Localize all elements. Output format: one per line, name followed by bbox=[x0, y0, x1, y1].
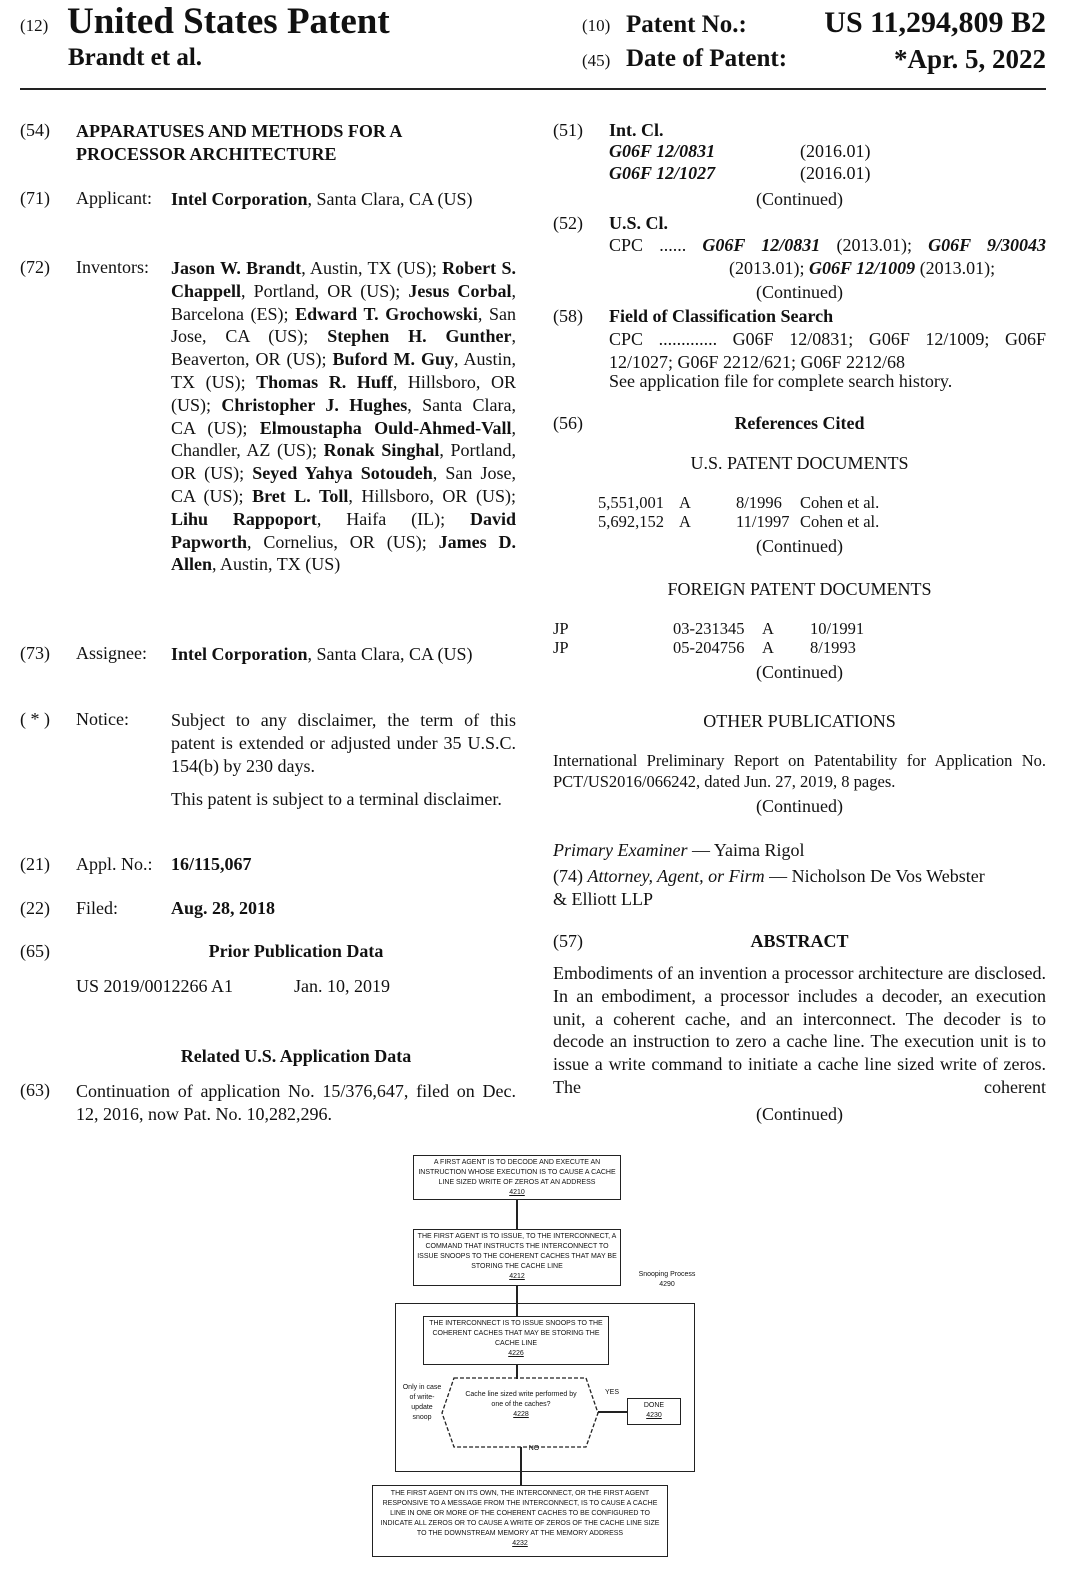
uscl-label: U.S. Cl. bbox=[609, 213, 669, 233]
inventor-name: Thomas R. Huff bbox=[256, 371, 393, 392]
field-num: (52) bbox=[553, 213, 583, 233]
doc-kind: A bbox=[679, 512, 691, 531]
cpc-version: (2013.01); bbox=[915, 258, 996, 278]
inventor-location: , Austin, TX (US) bbox=[212, 554, 341, 575]
ref-number: 4228 bbox=[513, 1411, 529, 1418]
doc-inventor: Cohen et al. bbox=[800, 512, 880, 531]
doc-inventor: Cohen et al. bbox=[800, 493, 880, 512]
examiner bbox=[553, 840, 805, 861]
assignee-location: , Santa Clara, CA (US) bbox=[307, 644, 473, 664]
ref-number: 4226 bbox=[508, 1350, 524, 1357]
field-num: (73) bbox=[20, 643, 50, 663]
inventor-name: Robert S. Chappell bbox=[171, 258, 516, 301]
box-text: THE FIRST AGENT IS TO ISSUE, TO THE INTERCONNECT, A COMMAND THAT INSTRUCTS THE INTERCONNECT TO ISSUE SNOOPS TO THE COHERENT CACHES THAT MAY BE STORING THE CACHE LINE bbox=[417, 1233, 617, 1270]
doc-date: 8/1993 bbox=[810, 638, 856, 657]
cpc-version: (2013.01); bbox=[729, 258, 809, 278]
related-text: Continuation of application No. 15/376,647, filed on Dec. 12, 2016, now Pat. No. 10,282,296. bbox=[76, 1081, 516, 1124]
inventor-name: David Papworth bbox=[171, 508, 517, 552]
doc-number: 03-231345 bbox=[673, 619, 745, 638]
inventor-name: Bret L. Toll bbox=[252, 485, 349, 506]
doc-date: 8/1996 bbox=[736, 493, 782, 512]
cpc-code: G06F 9/30043 bbox=[928, 235, 1047, 255]
examiner-name: — Yaima Rigol bbox=[687, 840, 805, 860]
doc-number: 5,551,001 bbox=[598, 493, 664, 512]
doc-country: JP bbox=[553, 638, 569, 657]
box-text: Cache line sized write performed by one of the caches? bbox=[465, 1391, 577, 1408]
filed-date: Aug. 28, 2018 bbox=[171, 898, 276, 918]
inventor-name: Jesus Corbal bbox=[408, 280, 512, 301]
continued-note: (Continued) bbox=[756, 189, 843, 209]
yes-label: YES bbox=[604, 1389, 619, 1396]
patent-no-label: Patent No.: bbox=[626, 11, 747, 38]
appl-label: Appl. No.: bbox=[76, 854, 153, 874]
terminal-disclaimer: This patent is subject to a terminal disclaimer. bbox=[171, 789, 502, 809]
box-text: THE INTERCONNECT IS TO ISSUE SNOOPS TO THE COHERENT CACHES THAT MAY BE STORING THE CACHE LINE bbox=[429, 1320, 603, 1347]
intcl-version: (2016.01) bbox=[800, 141, 871, 161]
field-num: (58) bbox=[553, 306, 583, 326]
intcl-code: G06F 12/1027 bbox=[609, 163, 716, 183]
appl-number: 16/115,067 bbox=[171, 854, 252, 874]
notice-text: Subject to any disclaimer, the term of this patent is extended or adjusted under 35 U.S.C. 154(b) by 230 days. bbox=[171, 710, 516, 776]
field-num: (21) bbox=[20, 854, 50, 874]
field-num: (74) bbox=[553, 866, 583, 886]
doc-date: 10/1991 bbox=[810, 619, 865, 638]
prior-pub-date: Jan. 10, 2019 bbox=[294, 976, 390, 996]
inventor-name: Seyed Yahya Sotoudeh bbox=[252, 463, 433, 484]
doc-number: 05-204756 bbox=[673, 638, 745, 657]
write-update-note: Only in case of write-update snoop bbox=[402, 1384, 442, 1421]
inventor-location: , Cornelius, OR (US); bbox=[247, 531, 439, 552]
inventor-location: , Hillsboro, OR (US); bbox=[171, 371, 516, 415]
abstract-heading: ABSTRACT bbox=[750, 931, 849, 951]
doc-number: 5,692,152 bbox=[598, 512, 664, 531]
cpc-code: G06F 12/1009 bbox=[809, 258, 916, 278]
kind-num: (12) bbox=[20, 16, 49, 35]
doc-title: United States Patent bbox=[67, 1, 390, 42]
date-of-patent: *Apr. 5, 2022 bbox=[893, 44, 1046, 74]
inventor-name: Buford M. Guy bbox=[332, 349, 454, 370]
field-num: (65) bbox=[20, 941, 50, 961]
field-num: ( * ) bbox=[20, 709, 50, 729]
box-text: THE FIRST AGENT ON ITS OWN, THE INTERCONNECT, OR THE FIRST AGENT RESPONSIVE TO A MESSAGE FROM THE INTERCONNECT, IS TO CAUSE A CACHE LINE IN ONE OR MORE OF THE COHERENT CACHES TO BE CONFIGURED TO INDICATE ALL ZEROS OR TO CAUSE A WRITE OF ZEROS OF THE CACHE LINE SIZE TO THE DOWNSTREAM MEMORY AT THE MEMORY ADDRESS bbox=[380, 1490, 660, 1537]
assignee-label: Assignee: bbox=[76, 643, 147, 663]
field-search-note: See application file for complete search history. bbox=[609, 371, 953, 391]
prior-pub-number: US 2019/0012266 A1 bbox=[76, 976, 234, 996]
abstract-text: Embodiments of an invention a processor architecture are disclosed. In an embodiment, a processor includes a decoder, an execution unit, a coherent cache, and an interconnect. The decoder is to decode an instruction to zero a cache line. The execution unit is to issue a write command to initiate a cache line sized write of zeros. The coherent bbox=[553, 963, 1046, 1097]
field-num: (63) bbox=[20, 1080, 50, 1100]
inventor-location: , Haifa (IL); bbox=[316, 508, 470, 529]
intcl-label: Int. Cl. bbox=[609, 120, 664, 140]
intcl-version: (2016.01) bbox=[800, 163, 871, 183]
related-heading: Related U.S. Application Data bbox=[180, 1046, 412, 1066]
field-search-cpc: CPC ............. G06F 12/0831; G06F 12/1009; G06F 12/1027; G06F 2212/621; G06F 2212/68 bbox=[609, 329, 1046, 372]
arrow bbox=[520, 1447, 522, 1485]
patent-number: US 11,294,809 B2 bbox=[824, 6, 1046, 39]
other-pubs-heading: OTHER PUBLICATIONS bbox=[703, 711, 896, 731]
no-label: NO bbox=[528, 1445, 540, 1452]
box-text: A FIRST AGENT IS TO DECODE AND EXECUTE AN INSTRUCTION WHOSE EXECUTION IS TO CAUSE A CACHE LINE SIZED WRITE OF ZEROS AT AN ADDRESS bbox=[418, 1159, 616, 1186]
prior-pub-heading: Prior Publication Data bbox=[208, 941, 384, 961]
cpc-version: (2013.01); bbox=[820, 235, 929, 255]
applicant-name: Intel Corporation bbox=[171, 189, 308, 209]
applicant-location: , Santa Clara, CA (US) bbox=[307, 189, 473, 209]
box-4230 bbox=[627, 1398, 681, 1425]
invention-title: APPARATUSES AND METHODS FOR A PROCESSOR ARCHITECTURE bbox=[76, 121, 402, 164]
inventor-location: , Austin, TX (US); bbox=[301, 258, 443, 278]
assignee bbox=[171, 643, 491, 666]
continued-note: (Continued) bbox=[756, 536, 843, 556]
continued-note: (Continued) bbox=[756, 1104, 843, 1124]
field-num: (51) bbox=[553, 120, 583, 140]
ref-number: 4212 bbox=[509, 1273, 525, 1280]
inventors-label: Inventors: bbox=[76, 257, 149, 277]
filed-label: Filed: bbox=[76, 898, 119, 918]
inventor-location: , Santa Clara, CA (US); bbox=[171, 394, 516, 438]
doc-country: JP bbox=[553, 619, 569, 638]
field-num: (22) bbox=[20, 898, 50, 918]
doc-kind: A bbox=[679, 493, 691, 512]
notice-label: Notice: bbox=[76, 709, 129, 729]
inventor-location: , Hillsboro, OR (US); bbox=[348, 485, 516, 506]
doc-date: 11/1997 bbox=[736, 512, 790, 531]
inventor-name: Ronak Singhal bbox=[323, 440, 440, 461]
inventor-name: James D. Allen bbox=[171, 531, 516, 575]
field-num: (54) bbox=[20, 120, 50, 140]
inventor-location: , Portland, OR (US); bbox=[241, 280, 409, 301]
doc-kind: A bbox=[762, 619, 774, 638]
inventor-name: Elmoustapha Ould-Ahmed-Vall bbox=[259, 417, 512, 438]
box-4226 bbox=[423, 1316, 609, 1365]
field-search-label: Field of Classification Search bbox=[609, 306, 834, 326]
inventor-name: Edward T. Grochowski bbox=[295, 303, 478, 324]
inventor-name: Christopher J. Hughes bbox=[221, 394, 408, 415]
attorney-label: Attorney, Agent, or Firm bbox=[587, 866, 765, 886]
inventor-name: Lihu Rappoport bbox=[171, 508, 317, 529]
inventors-list bbox=[171, 257, 516, 576]
inventor-location: , Beaverton, OR (US); bbox=[171, 326, 516, 370]
applicant-label: Applicant: bbox=[76, 188, 152, 208]
field-num: (71) bbox=[20, 188, 50, 208]
inventor-location: , Chandler, AZ (US); bbox=[171, 417, 516, 461]
inventor-location: , Portland, OR (US); bbox=[171, 440, 517, 484]
assignee-name: Intel Corporation bbox=[171, 644, 308, 664]
attorney bbox=[553, 865, 993, 910]
field-num: (56) bbox=[553, 413, 583, 433]
attorney-name: — Nicholson De Vos Webster & Elliott LLP bbox=[553, 866, 985, 909]
intcl-code: G06F 12/0831 bbox=[609, 141, 716, 161]
inventor-location: , Barcelona (ES); bbox=[171, 280, 517, 324]
box-4212 bbox=[413, 1229, 621, 1286]
ref-number: 4232 bbox=[512, 1540, 528, 1547]
cpc-prefix: CPC ...... bbox=[609, 235, 687, 255]
box-4232 bbox=[372, 1485, 668, 1557]
inventor-name: Jason W. Brandt bbox=[171, 258, 302, 278]
arrow bbox=[598, 1411, 627, 1413]
ref-number: 4230 bbox=[646, 1412, 662, 1419]
examiner-label: Primary Examiner bbox=[553, 840, 688, 860]
inventor-location: , San Jose, CA (US); bbox=[171, 303, 517, 347]
other-pub: International Preliminary Report on Patentability for Application No. PCT/US2016/066242, dated Jun. 27, 2019, 8 pages. bbox=[553, 751, 1046, 791]
foreign-docs-heading: FOREIGN PATENT DOCUMENTS bbox=[667, 579, 932, 599]
doc-kind: A bbox=[762, 638, 774, 657]
snooping-label: Snooping Process 4290 bbox=[638, 1271, 696, 1288]
date-label: Date of Patent: bbox=[626, 45, 788, 72]
inventor-name: Stephen H. Gunther bbox=[327, 326, 512, 347]
authors: Brandt et al. bbox=[68, 44, 203, 71]
date-num: (45) bbox=[582, 51, 611, 70]
inventor-location: , San Jose, CA (US); bbox=[171, 463, 516, 506]
ref-number: 4210 bbox=[509, 1189, 525, 1196]
header-rule bbox=[20, 88, 1046, 90]
field-num: (57) bbox=[553, 931, 583, 951]
box-text: DONE bbox=[643, 1402, 665, 1409]
applicant bbox=[171, 188, 491, 211]
continued-note: (Continued) bbox=[756, 796, 843, 816]
patent-no-num: (10) bbox=[582, 16, 611, 35]
box-4210 bbox=[413, 1155, 621, 1200]
us-docs-heading: U.S. PATENT DOCUMENTS bbox=[690, 453, 909, 473]
inventor-location: , Austin, TX (US); bbox=[171, 349, 516, 392]
cpc-code: G06F 12/0831 bbox=[702, 235, 821, 255]
references-heading: References Cited bbox=[734, 413, 865, 433]
continued-note: (Continued) bbox=[756, 662, 843, 682]
decision-text bbox=[462, 1390, 580, 1420]
continued-note: (Continued) bbox=[756, 282, 843, 302]
field-num: (72) bbox=[20, 257, 50, 277]
cpc-classes bbox=[609, 234, 1046, 280]
arrow bbox=[516, 1200, 518, 1229]
